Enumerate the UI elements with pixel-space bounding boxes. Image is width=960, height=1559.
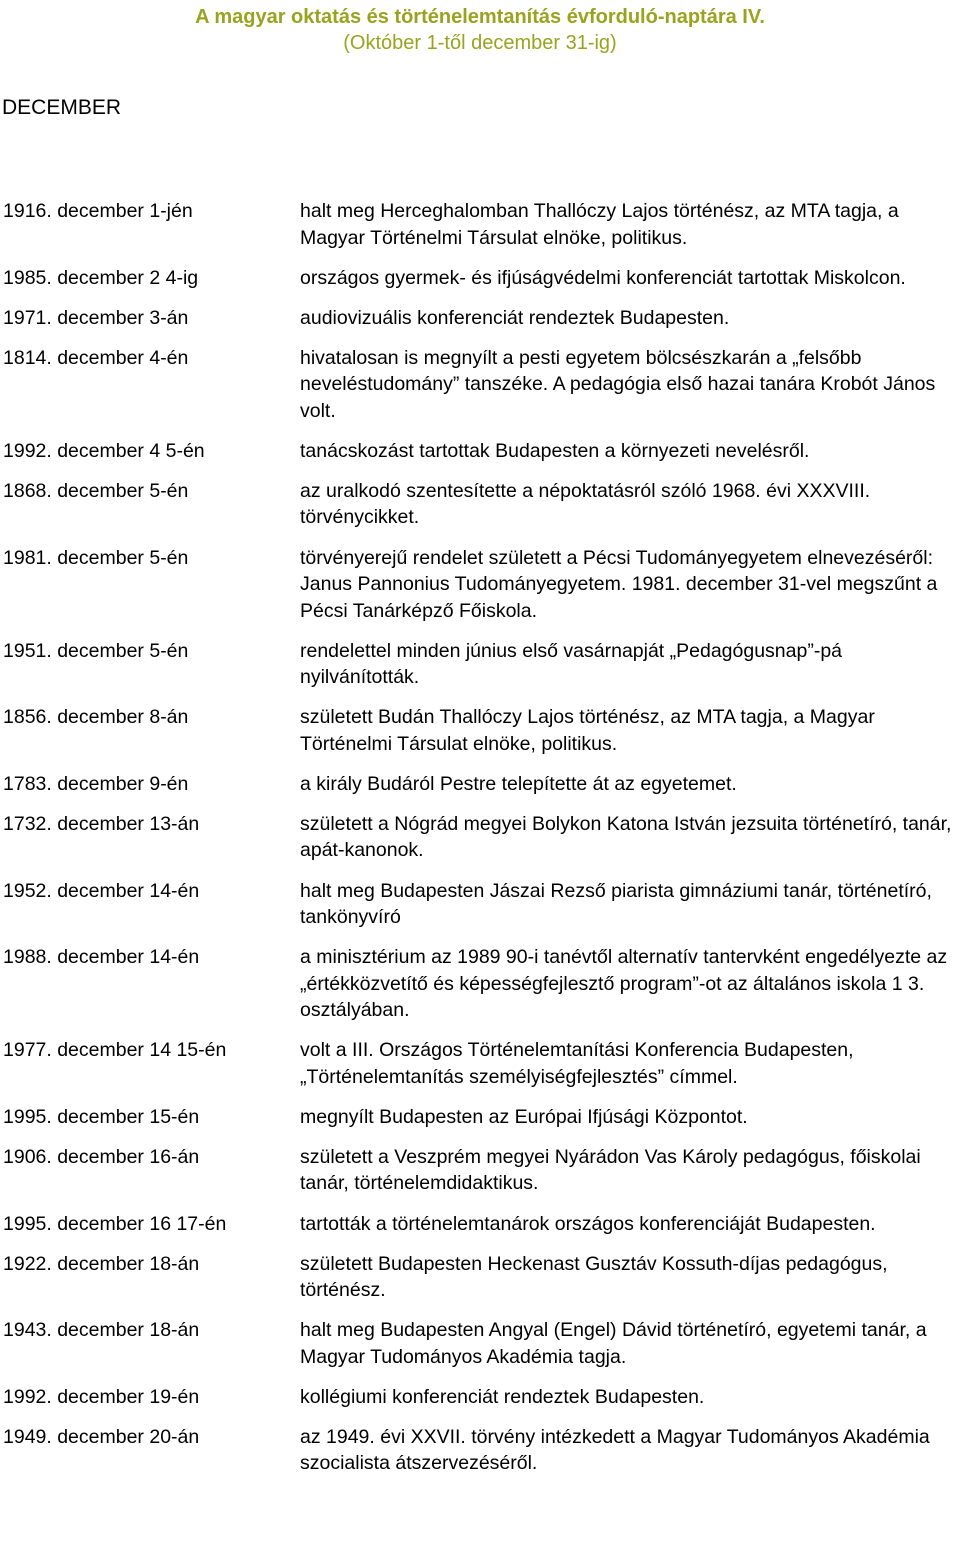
entry-text: tanácskozást tartottak Budapesten a környezeti nevelésről. [300, 439, 810, 462]
entry-date: 1916. december 1-jén [3, 200, 193, 222]
calendar-entry [0, 638, 960, 691]
entry-date: 1732. december 13-án [3, 812, 200, 835]
calendar-entry [0, 771, 960, 798]
entry-date: 1783. december 9-én [3, 772, 189, 795]
entry-text: halt meg Herceghalomban Thallóczy Lajos történész, az MTA tagja, a Magyar Történelmi Társulat elnöke, politikus. [300, 200, 899, 249]
entry-date: 1951. december 5-én [3, 639, 189, 662]
entry-date: 1977. december 14 15-én [3, 1039, 227, 1062]
entry-text: rendelettel minden június első vasárnapját „Pedagógusnap”-pá nyilvánították. [300, 639, 843, 689]
calendar-entry [0, 878, 960, 931]
calendar-entry [0, 811, 960, 864]
entry-list [0, 198, 960, 1490]
calendar-entry [0, 545, 960, 625]
entry-text: audiovizuális konferenciát rendeztek Budapesten. [300, 306, 730, 329]
calendar-entry [0, 438, 960, 465]
entry-text: született a Nógrád megyei Bolykon Katona István jezsuita történetíró, tanár, apát-kanonok. [300, 812, 952, 862]
entry-text: megnyílt Budapesten az Európai Ifjúsági Központot. [300, 1105, 748, 1128]
entry-text: a minisztérium az 1989 90-i tanévtől alternatív tantervként engedélyezte az „értékközvetítő és képességfejlesztő program”-ot az általános iskola 1 3. osztályában. [300, 946, 948, 1022]
entry-date: 1856. december 8-án [3, 706, 189, 729]
document-header [0, 0, 960, 56]
entry-text: törvényerejű rendelet született a Pécsi Tudományegyetem elnevezéséről: Janus Pannonius Tudományegyetem. 1981. december 31-vel megszűnt a Pécsi Tanárképző Főiskola. [300, 546, 938, 622]
entry-date: 1949. december 20-án [3, 1425, 200, 1448]
entry-date: 1922. december 18-án [3, 1252, 200, 1275]
entry-date: 1868. december 5-én [3, 479, 189, 502]
entry-date: 1995. december 16 17-én [3, 1212, 227, 1235]
document-title: A magyar oktatás és történelemtanítás évforduló-naptára IV. [195, 6, 765, 28]
calendar-entry [0, 1104, 960, 1131]
entry-text: született Budán Thallóczy Lajos történész, az MTA tagja, a Magyar Történelmi Társulat elnöke, politikus. [300, 706, 875, 755]
entry-text: a király Budáról Pestre telepítette át az egyetemet. [300, 772, 737, 795]
calendar-entry [0, 1211, 960, 1238]
calendar-entry [0, 478, 960, 531]
entry-date: 1992. december 4 5-én [3, 439, 205, 462]
calendar-entry [0, 265, 960, 292]
entry-text: az 1949. évi XXVII. törvény intézkedett a Magyar Tudományos Akadémia szocialista átszervezéséről. [300, 1425, 930, 1475]
calendar-entry [0, 1144, 960, 1197]
entry-date: 1814. december 4-én [3, 346, 189, 369]
entry-date: 1992. december 19-én [3, 1385, 200, 1408]
calendar-entry [0, 1317, 960, 1370]
calendar-entry [0, 305, 960, 332]
calendar-entry [0, 198, 960, 251]
calendar-entry [0, 704, 960, 757]
entry-text: halt meg Budapesten Angyal (Engel) Dávid történetíró, egyetemi tanár, a Magyar Tudományos Akadémia tagja. [300, 1319, 927, 1368]
entry-date: 1906. december 16-án [3, 1145, 200, 1168]
entry-text: kollégiumi konferenciát rendeztek Budapesten. [300, 1385, 705, 1408]
entry-text: országos gyermek- és ifjúságvédelmi konferenciát tartottak Miskolcon. [300, 266, 906, 289]
entry-text: volt a III. Országos Történelemtanítási Konferencia Budapesten, „Történelemtanítás személyiségfejlesztés” címmel. [300, 1039, 854, 1088]
entry-date: 1971. december 3-án [3, 306, 189, 329]
calendar-entry [0, 1424, 960, 1477]
entry-text: hivatalosan is megnyílt a pesti egyetem bölcsészkarán a „felsőbb neveléstudomány” tanszéke. A pedagógia első hazai tanára Krobót János volt. [300, 346, 936, 422]
entry-text: az uralkodó szentesítette a népoktatásról szóló 1968. évi XXXVIII. törvénycikket. [300, 479, 871, 529]
entry-date: 1943. december 18-án [3, 1319, 200, 1342]
entry-text: született a Veszprém megyei Nyárádon Vas Károly pedagógus, főiskolai tanár, történelemdidaktikus. [300, 1145, 921, 1195]
entry-date: 1988. december 14-én [3, 946, 200, 969]
calendar-entry [0, 345, 960, 425]
calendar-entry [0, 1037, 960, 1090]
entry-text: tartották a történelemtanárok országos konferenciáját Budapesten. [300, 1212, 876, 1235]
section-heading: DECEMBER [2, 96, 122, 119]
entry-date: 1995. december 15-én [3, 1105, 200, 1128]
calendar-entry [0, 944, 960, 1024]
entry-text: halt meg Budapesten Jászai Rezső piarista gimnáziumi tanár, történetíró, tankönyvíró [300, 879, 932, 929]
calendar-entry [0, 1384, 960, 1411]
document-subtitle: (Október 1-től december 31-ig) [343, 32, 617, 54]
entry-date: 1985. december 2 4-ig [3, 266, 199, 289]
entry-date: 1952. december 14-én [3, 879, 200, 902]
entry-text: született Budapesten Heckenast Gusztáv Kossuth-díjas pedagógus, történész. [300, 1252, 888, 1302]
entry-date: 1981. december 5-én [3, 546, 189, 569]
calendar-entry [0, 1251, 960, 1304]
